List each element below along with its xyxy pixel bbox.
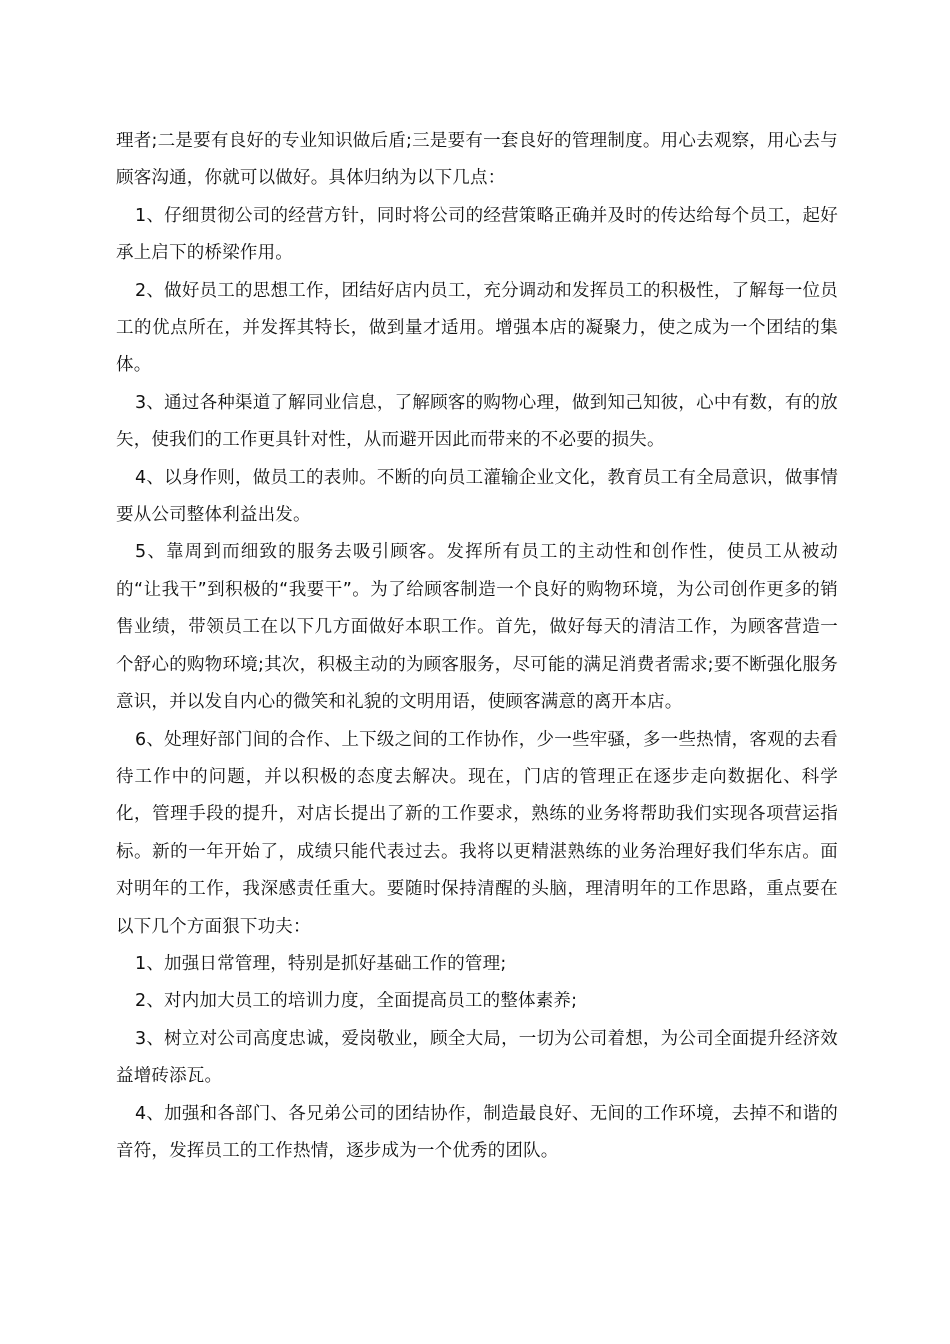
- paragraph: 5、靠周到而细致的服务去吸引顾客。发挥所有员工的主动性和创作性，使员工从被动的“让我干”到积极的“我要干”。为了给顾客制造一个良好的购物环境，为公司创作更多的销售业绩，带领员工在以下几方面做好本职工作。首先，做好每天的清洁工作，为顾客营造一个舒心的购物环境;其次，积极主动的为顾客服务，尽可能的满足消费者需求;要不断强化服务意识，并以发自内心的微笑和礼貌的文明用语，使顾客满意的离开本店。: [116, 542, 838, 713]
- paragraph: 6、处理好部门间的合作、上下级之间的工作协作，少一些牢骚，多一些热情，客观的去看待工作中的问题，并以积极的态度去解决。现在，门店的管理正在逐步走向数据化、科学化，管理手段的提升，对店长提出了新的工作要求，熟练的业务将帮助我们实现各项营运指标。新的一年开始了，成绩只能代表过去。我将以更精湛熟练的业务治理好我们华东店。面对明年的工作，我深感责任重大。要随时保持清醒的头脑，理清明年的工作思路，重点要在以下几个方面狠下功夫：: [116, 729, 838, 937]
- paragraph: 理者;二是要有良好的专业知识做后盾;三是要有一套良好的管理制度。用心去观察，用心去与顾客沟通，你就可以做好。具体归纳为以下几点：: [116, 131, 838, 189]
- paragraph: 3、树立对公司高度忠诚，爱岗敬业，顾全大局，一切为公司着想，为公司全面提升经济效益增砖添瓦。: [116, 1028, 838, 1087]
- paragraph: 2、对内加大员工的培训力度，全面提高员工的整体素养;: [135, 991, 578, 1012]
- paragraph: 4、加强和各部门、各兄弟公司的团结协作，制造最良好、无间的工作环境，去掉不和谐的音符，发挥员工的工作热情，逐步成为一个优秀的团队。: [116, 1103, 838, 1161]
- paragraph: 3、通过各种渠道了解同业信息，了解顾客的购物心理，做到知己知彼，心中有数，有的放矢，使我们的工作更具针对性，从而避开因此而带来的不必要的损失。: [116, 392, 838, 451]
- paragraph: 1、仔细贯彻公司的经营方针，同时将公司的经营策略正确并及时的传达给每个员工，起好承上启下的桥梁作用。: [116, 205, 838, 264]
- paragraph: 1、加强日常管理，特别是抓好基础工作的管理;: [135, 953, 507, 974]
- paragraph: 4、以身作则，做员工的表帅。不断的向员工灌输企业文化，教育员工有全局意识，做事情要从公司整体利益出发。: [116, 467, 838, 526]
- document-body: [116, 123, 838, 1170]
- paragraph: 2、做好员工的思想工作，团结好店内员工，充分调动和发挥员工的积极性，了解每一位员工的优点所在，并发挥其特长，做到量才适用。增强本店的凝聚力，使之成为一个团结的集体。: [116, 280, 838, 376]
